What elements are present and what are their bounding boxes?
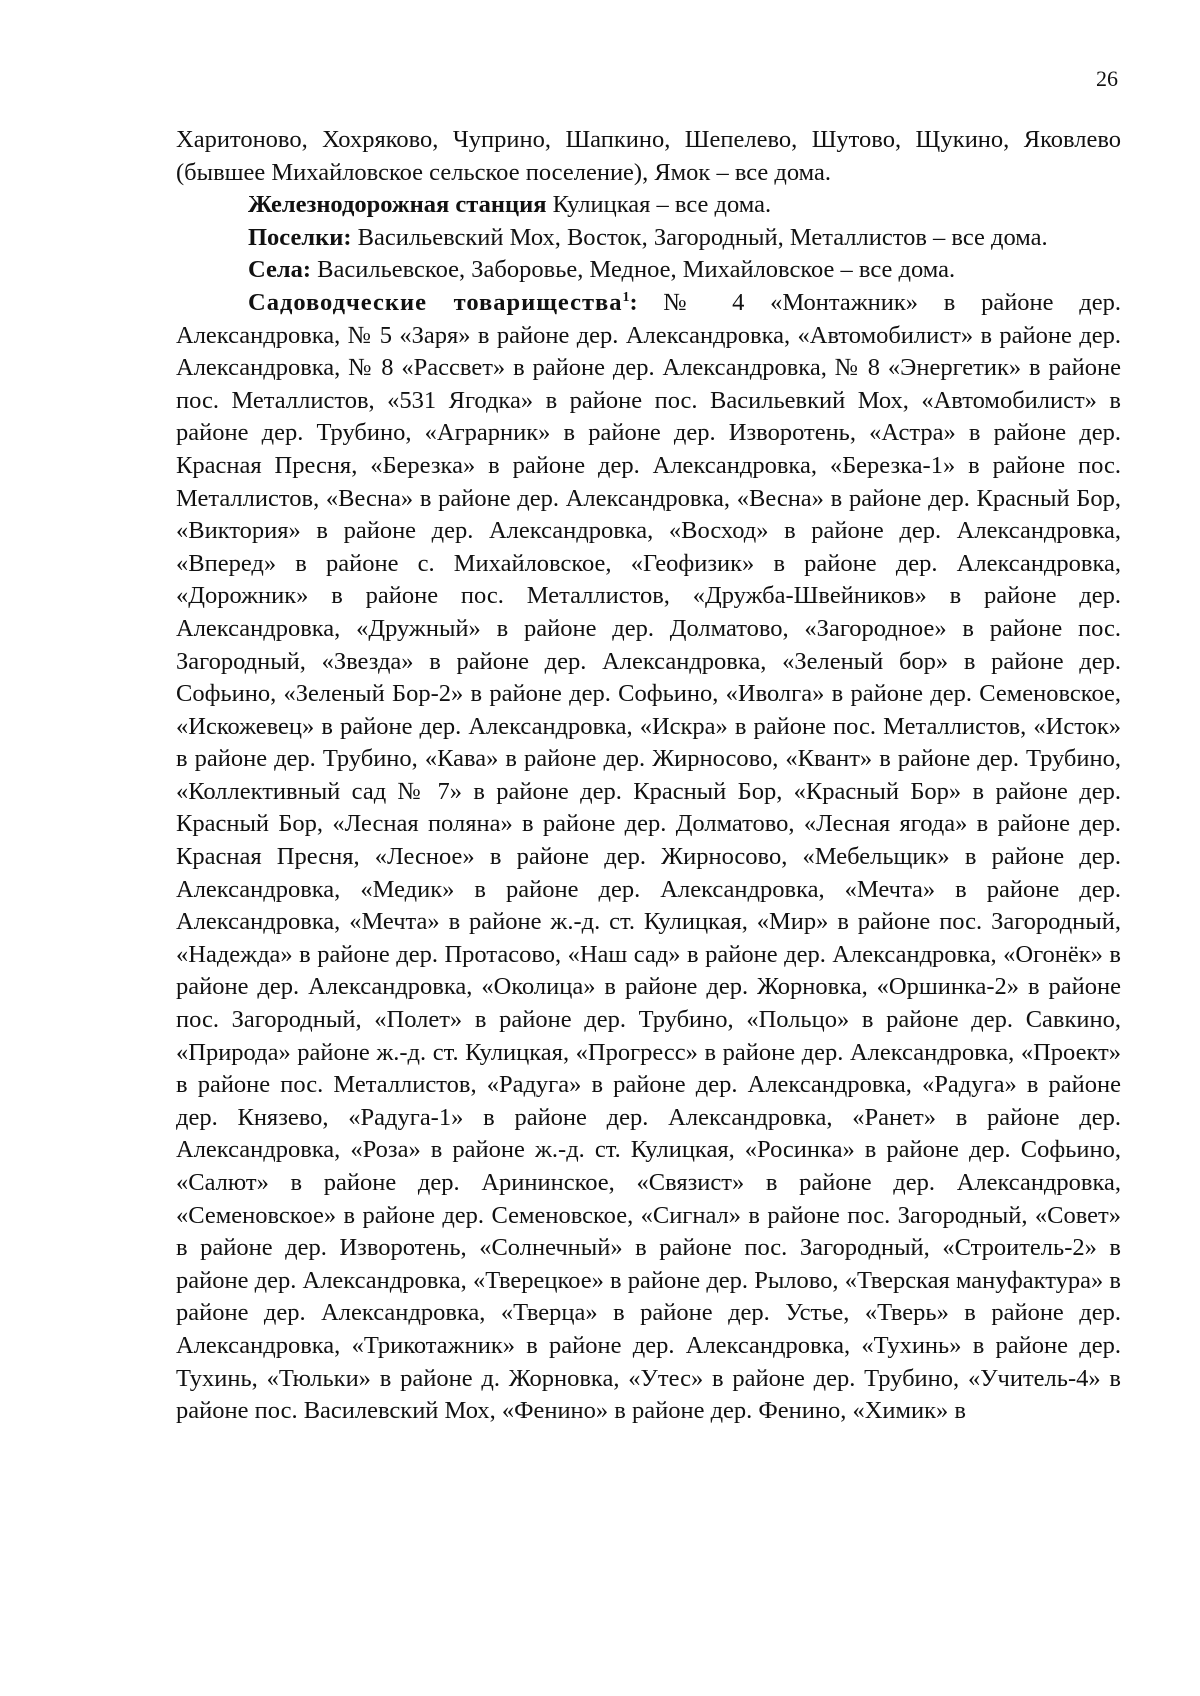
paragraph-railway-station bbox=[176, 189, 1121, 222]
paragraph-text: Харитоново, Хохряково, Чуприно, Шапкино, Шепелево, Шутово, Щукино, Яковлево (бывшее Михайловское сельское поселение), Ямок – все дома. bbox=[176, 126, 1121, 186]
section-label-villages: Села: bbox=[248, 256, 312, 284]
paragraph-text: Васильевский Мох, Восток, Загородный, Металлистов – все дома. bbox=[351, 223, 1048, 251]
label-colon: : bbox=[629, 288, 638, 316]
section-label-railway-station: Железнодорожная станция bbox=[248, 191, 547, 219]
paragraph-settlements bbox=[176, 222, 1121, 255]
document-body bbox=[176, 124, 1121, 1428]
paragraph-garden-partnerships bbox=[176, 287, 1121, 1428]
page-number: 26 bbox=[1096, 66, 1118, 91]
section-label-settlements: Поселки: bbox=[248, 223, 352, 251]
paragraph-villages bbox=[176, 254, 1121, 287]
section-label-garden-partnerships: Садоводческие товарищества bbox=[248, 288, 623, 316]
paragraph-text: № 4 «Монтажник» в районе дер. Александровка, № 5 «Заря» в районе дер. Александровка, «Автомобилист» в районе дер. Александровка, № 8 «Рассвет» в районе дер. Александровка, № 8 «Энергетик» в районе пос. Металлистов, «531 Ягодка» в районе пос. Васильевкий Мох, «Автомобилист» в районе дер. Трубино, «Аграрник» в районе дер. Изворотень, «Астра» в районе дер. Красная Пресня, «Березка» в районе дер. Александровка, «Березка-1» в районе пос. Металлистов, «Весна» в районе дер. Александровка, «Весна» в районе дер. Красный Бор, «Виктория» в районе дер. Александровка, «Восход» в районе дер. Александровка, «Вперед» в районе с. Михайловское, «Геофизик» в районе дер. Александровка, «Дорожник» в районе пос. Металлистов, «Дружба-Швейников» в районе дер. Александровка, «Дружный» в районе дер. Долматово, «Загородное» в районе пос. Загородный, «Звезда» в районе дер. Александровка, «Зеленый бор» в районе дер. Софьино, «Зеленый Бор-2» в районе дер. Софьино, «Иволга» в районе дер. Семеновское, «Искожевец» в районе дер. Александровка, «Искра» в районе пос. Металлистов, «Исток» в районе дер. Трубино, «Кава» в районе дер. Жирносово, «Квант» в районе дер. Трубино, «Коллективный сад № 7» в районе дер. Красный Бор, «Красный Бор» в районе дер. Красный Бор, «Лесная поляна» в районе дер. Долматово, «Лесная ягода» в районе дер. Красная Пресня, «Лесное» в районе дер. Жирносово, «Мебельщик» в районе дер. Александровка, «Медик» в районе дер. Александровка, «Мечта» в районе дер. Александровка, «Мечта» в районе ж.-д. ст. Кулицкая, «Мир» в районе пос. Загородный, «Надежда» в районе дер. Протасово, «Наш сад» в районе дер. Александровка, «Огонёк» в районе дер. Александровка, «Околица» в районе дер. Жорновка, «Оршинка-2» в районе пос. Загородный, «Полет» в районе дер. Трубино, «Польцо» в районе дер. Савкино, «Природа» районе ж.-д. ст. Кулицкая, «Прогресс» в районе дер. Александровка, «Проект» в районе пос. Металлистов, «Радуга» в районе дер. Александровка, «Радуга» в районе дер. Князево, «Радуга-1» в районе дер. Александровка, «Ранет» в районе дер. Александровка, «Роза» в районе ж.-д. ст. Кулицкая, «Росинка» в районе дер. Софьино, «Салют» в районе дер. Арининское, «Связист» в районе дер. Александровка, «Семеновское» в районе дер. Семеновское, «Сигнал» в районе пос. Загородный, «Совет» в районе дер. Изворотень, «Солнечный» в районе пос. Загородный, «Строитель-2» в районе дер. Александровка, «Тверецкое» в районе дер. Рылово, «Тверская мануфактура» в районе дер. Александровка, «Тверца» в районе дер. Устье, «Тверь» в районе дер. Александровка, «Трикотажник» в районе дер. Александровка, «Тухинь» в районе дер. Тухинь, «Тюльки» в районе д. Жорновка, «Утес» в районе дер. Трубино, «Учитель-4» в районе пос. Василевский Мох, «Фенино» в районе дер. Фенино, «Химик» в bbox=[176, 288, 1121, 1425]
paragraph-settlements-continued bbox=[176, 124, 1121, 189]
footnote-marker: 1 bbox=[622, 289, 630, 305]
paragraph-text: Кулицкая – все дома. bbox=[546, 191, 772, 219]
paragraph-text: Васильевское, Заборовье, Медное, Михайловское – все дома. bbox=[311, 256, 956, 284]
